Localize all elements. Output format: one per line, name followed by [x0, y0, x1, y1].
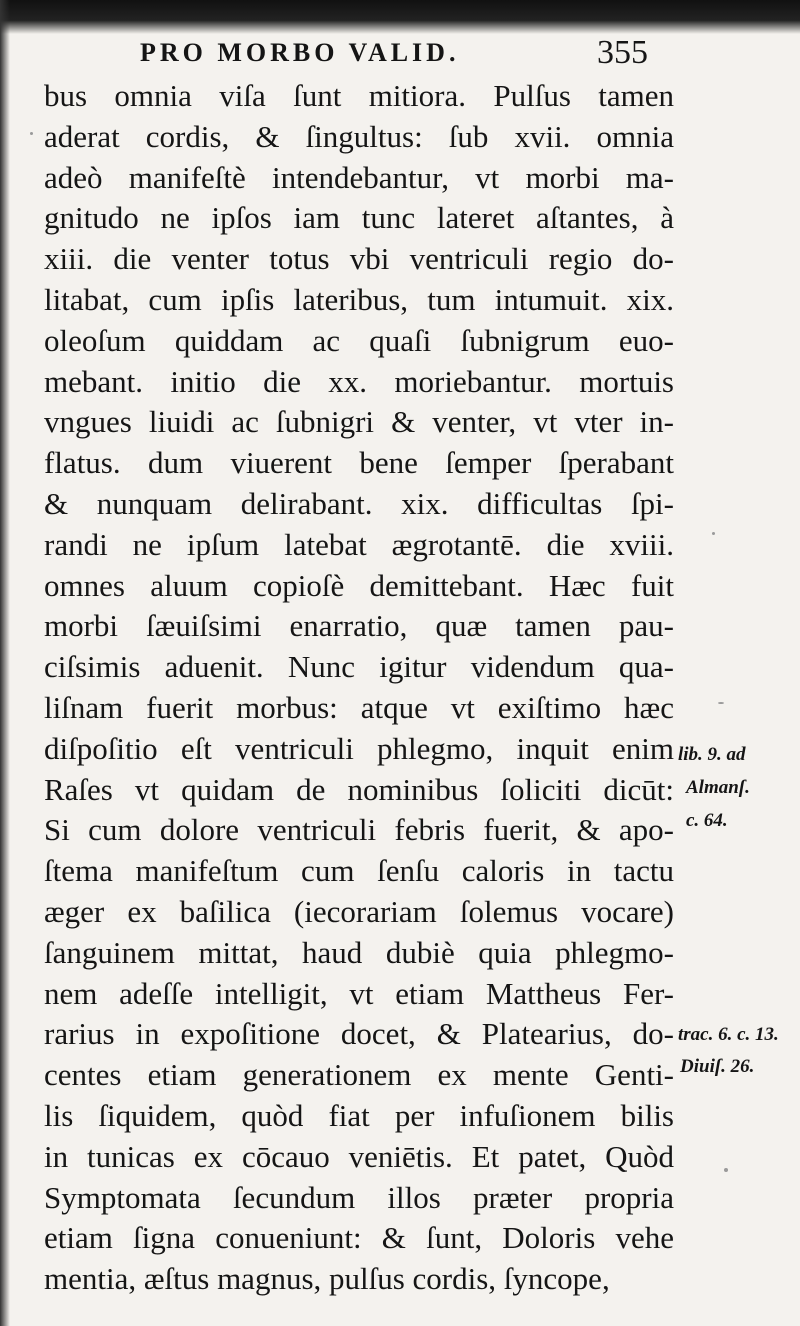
- margin-note: trac. 6. c. 13.: [678, 1024, 779, 1045]
- text-line: & nunquam delirabant. xix. difficultas ſpi-: [44, 485, 674, 521]
- paper-speck: [718, 702, 724, 704]
- text-line: flatus. dum viuerent bene ſemper ſperabant: [44, 445, 674, 481]
- text-line: Symptomata ſecundum illos præter propria: [44, 1179, 674, 1215]
- margin-note: Almanſ.: [686, 777, 750, 798]
- text-line: mebant. initio die xx. moriebantur. mortuis: [44, 363, 674, 399]
- text-line: rarius in expoſitione docet, & Platearius, do-: [44, 1016, 674, 1052]
- paper-speck: [712, 532, 715, 535]
- text-line: xiii. die venter totus vbi ventriculi regio do-: [44, 241, 674, 277]
- margin-note: c. 64.: [686, 810, 728, 831]
- text-line: gnitudo ne ipſos iam tunc lateret aſtantes, à: [44, 200, 674, 236]
- page-number: 355: [597, 34, 648, 71]
- text-line: liſnam fuerit morbus: atque vt exiſtimo hæc: [44, 689, 674, 725]
- page-gutter-shadow: [0, 0, 10, 1326]
- text-line: oleoſum quiddam ac quaſi ſubnigrum euo-: [44, 322, 674, 358]
- text-line: Si cum dolore ventriculi febris fuerit, & apo-: [44, 812, 674, 848]
- text-line: mentia, æſtus magnus, pulſus cordis, ſyncope,: [44, 1261, 610, 1297]
- page-top-shadow: [0, 0, 800, 34]
- paper-speck: [30, 132, 33, 135]
- text-line: litabat, cum ipſis lateribus, tum intumuit. xix.: [44, 281, 674, 317]
- text-line: in tunicas ex cōcauo veniētis. Et patet, Quòd: [44, 1138, 674, 1174]
- text-line: vngues liuidi ac ſubnigri & venter, vt vter in-: [44, 404, 674, 440]
- text-line: æger ex baſilica (iecorariam ſolemus vocare): [44, 893, 674, 929]
- text-line: bus omnia viſa ſunt mitiora. Pulſus tamen: [44, 78, 674, 113]
- text-line: etiam ſigna conueniunt: & ſunt, Doloris vehe: [44, 1220, 674, 1256]
- margin-note: Diuiſ. 26.: [680, 1056, 755, 1077]
- text-line: Raſes vt quidam de nominibus ſoliciti dicūt:: [44, 771, 674, 807]
- text-line: ciſsimis aduenit. Nunc igitur videndum qua-: [44, 649, 674, 685]
- margin-note: lib. 9. ad: [678, 744, 746, 765]
- running-title: PRO MORBO VALID.: [140, 38, 460, 67]
- text-line: diſpoſitio eſt ventriculi phlegmo, inquit enim: [44, 730, 674, 766]
- text-line: ſtema manifeſtum cum ſenſu caloris in tactu: [44, 853, 674, 889]
- text-line: morbi ſæuiſsimi enarratio, quæ tamen pau-: [44, 608, 674, 644]
- text-line: nem adeſſe intelligit, vt etiam Mattheus Fer-: [44, 975, 674, 1011]
- paper-speck: [724, 1168, 728, 1172]
- text-line: adeò manifeſtè intendebantur, vt morbi ma-: [44, 159, 674, 195]
- body-text: [44, 76, 674, 1300]
- text-line: ſanguinem mittat, haud dubiè quia phlegmo-: [44, 934, 674, 970]
- text-line: aderat cordis, & ſingultus: ſub xvii. omnia: [44, 118, 674, 154]
- text-line: lis ſiquidem, quòd fiat per infuſionem bilis: [44, 1097, 674, 1133]
- text-line: omnes aluum copioſè demittebant. Hæc fuit: [44, 567, 674, 603]
- text-line: centes etiam generationem ex mente Genti-: [44, 1057, 674, 1093]
- text-line: randi ne ipſum latebat ægrotantē. die xviii.: [44, 526, 674, 562]
